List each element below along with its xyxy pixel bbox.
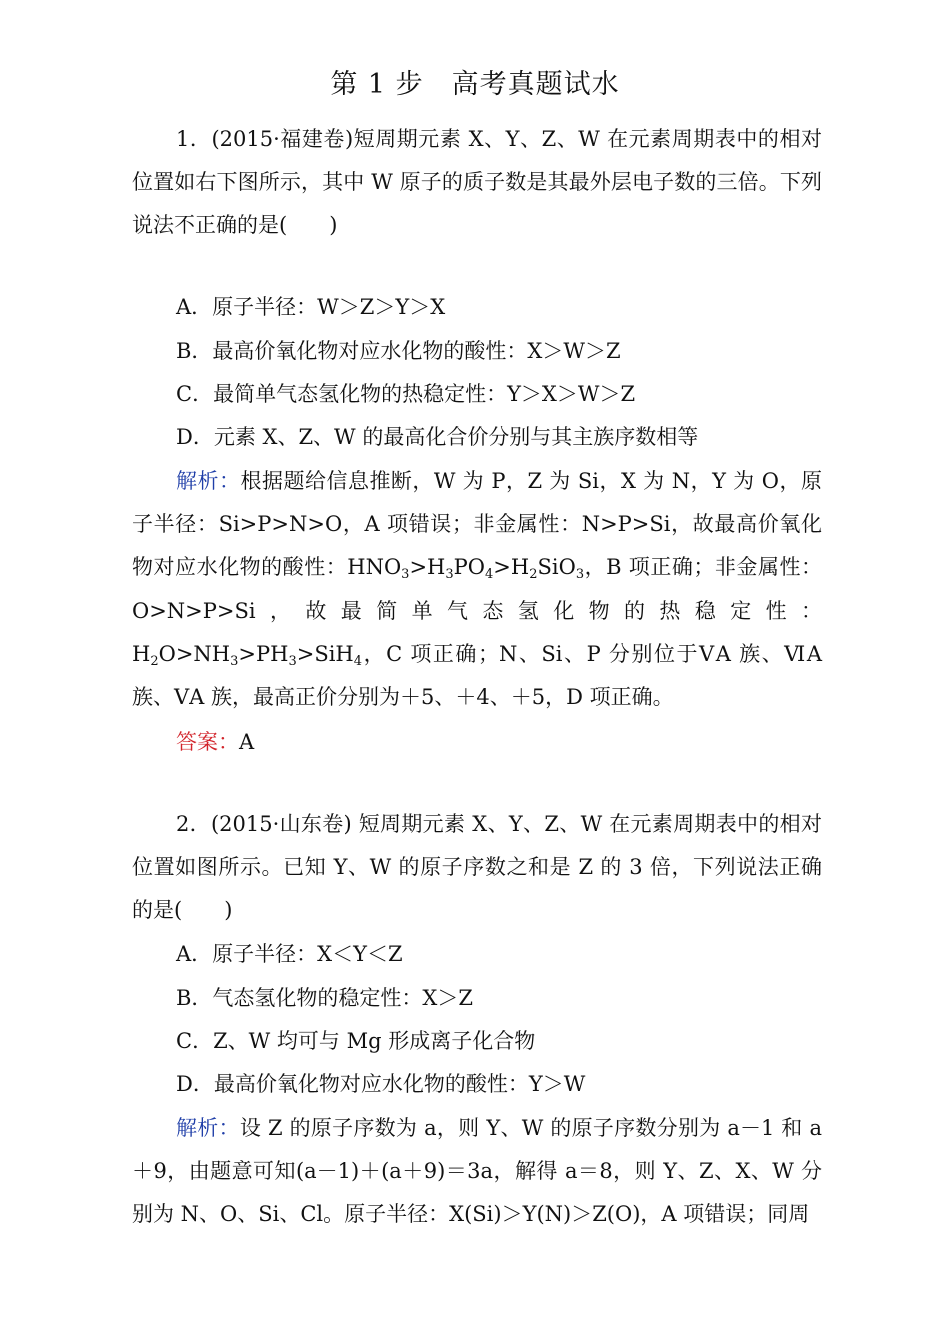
subscript: 4 [485, 567, 494, 583]
q1-answer-value: A [239, 730, 255, 754]
q1-analysis-text: >PH [238, 641, 289, 666]
q2-option-a: A．原子半径：X＜Y＜Z [176, 942, 403, 966]
q1-answer [176, 727, 254, 757]
q1-option-c: C．最简单气态氢化物的热稳定性：Y＞X＞W＞Z [176, 382, 636, 406]
q1-option-b: B．最高价氧化物对应水化物的酸性：X＞W＞Z [176, 339, 621, 363]
q1-answer-label: 答案： [176, 730, 239, 754]
q1-option-a: A．原子半径：W＞Z＞Y＞X [176, 295, 446, 319]
page-title: 第 1 步 高考真题试水 [330, 69, 620, 100]
subscript: 3 [401, 567, 410, 583]
q1-analysis-text: PO [453, 555, 486, 580]
subscript: 3 [445, 567, 454, 583]
subscript: 3 [230, 653, 239, 669]
subscript: 3 [288, 653, 297, 669]
q2-analysis [132, 1107, 822, 1237]
subscript: 4 [353, 653, 363, 669]
q1-analysis-text: 根据题给信息推断，W 为 P，Z 为 Si，X 为 N，Y 为 O，原子半径：Si>P>N>O，A 项错误；非金属性：N>P>Si，故最高价氧化物对应水化物的酸性：HNO [132, 469, 822, 580]
q1-analysis-text: ，C 项正确；N、Si、P 分别位于ⅤA 族、ⅥA 族、ⅤA 族，最高正价分别为＋5、＋4、＋5，D 项正确。 [132, 641, 822, 710]
q2-stem: 2．(2015·山东卷) 短周期元素 X、Y、Z、W 在元素周期表中的相对位置如图所示。已知 Y、W 的原子序数之和是 Z 的 3 倍，下列说法正确的是( ) [132, 812, 822, 923]
q1-analysis-text: ，B 项正确；非金属性：O>N>P>Si，故最简单气态氢化物的热稳定性：H [132, 555, 823, 666]
q1-analysis [132, 460, 822, 719]
q1-analysis-label: 解析： [176, 469, 241, 493]
q1-stem: 1．(2015·福建卷)短周期元素 X、Y、Z、W 在元素周期表中的相对位置如右下图所示，其中 W 原子的质子数是其最外层电子数的三倍。下列说法不正确的是( ) [132, 127, 822, 238]
q2-analysis-label: 解析： [176, 1116, 240, 1140]
subscript: 3 [575, 567, 585, 583]
q2-option-d: D．最高价氧化物对应水化物的酸性：Y＞W [176, 1072, 586, 1096]
q1-analysis-text: >H [409, 555, 446, 580]
subscript: 2 [150, 653, 159, 669]
q1-analysis-text: O>NH [158, 641, 231, 666]
q2-analysis-text: 设 Z 的原子序数为 a，则 Y、W 的原子序数分别为 a－1 和 a＋9，由题意可知(a－1)＋(a＋9)＝3a，解得 a＝8，则 Y、Z、X、W 分别为 N、O、Si、Cl。原子半径：X(Si)＞Y(N)＞Z(O)，A 项错误；同周 [132, 1116, 822, 1227]
q1-analysis-text: >H [493, 555, 530, 580]
q2-option-b: B．气态氢化物的稳定性：X＞Z [176, 986, 473, 1010]
subscript: 2 [529, 567, 538, 583]
q1-option-d: D．元素 X、Z、W 的最高化合价分别与其主族序数相等 [176, 425, 699, 449]
q1-analysis-text: SiO [537, 555, 576, 580]
q1-analysis-text: >SiH [296, 641, 354, 666]
q2-option-c: C．Z、W 均可与 Mg 形成离子化合物 [176, 1029, 536, 1053]
